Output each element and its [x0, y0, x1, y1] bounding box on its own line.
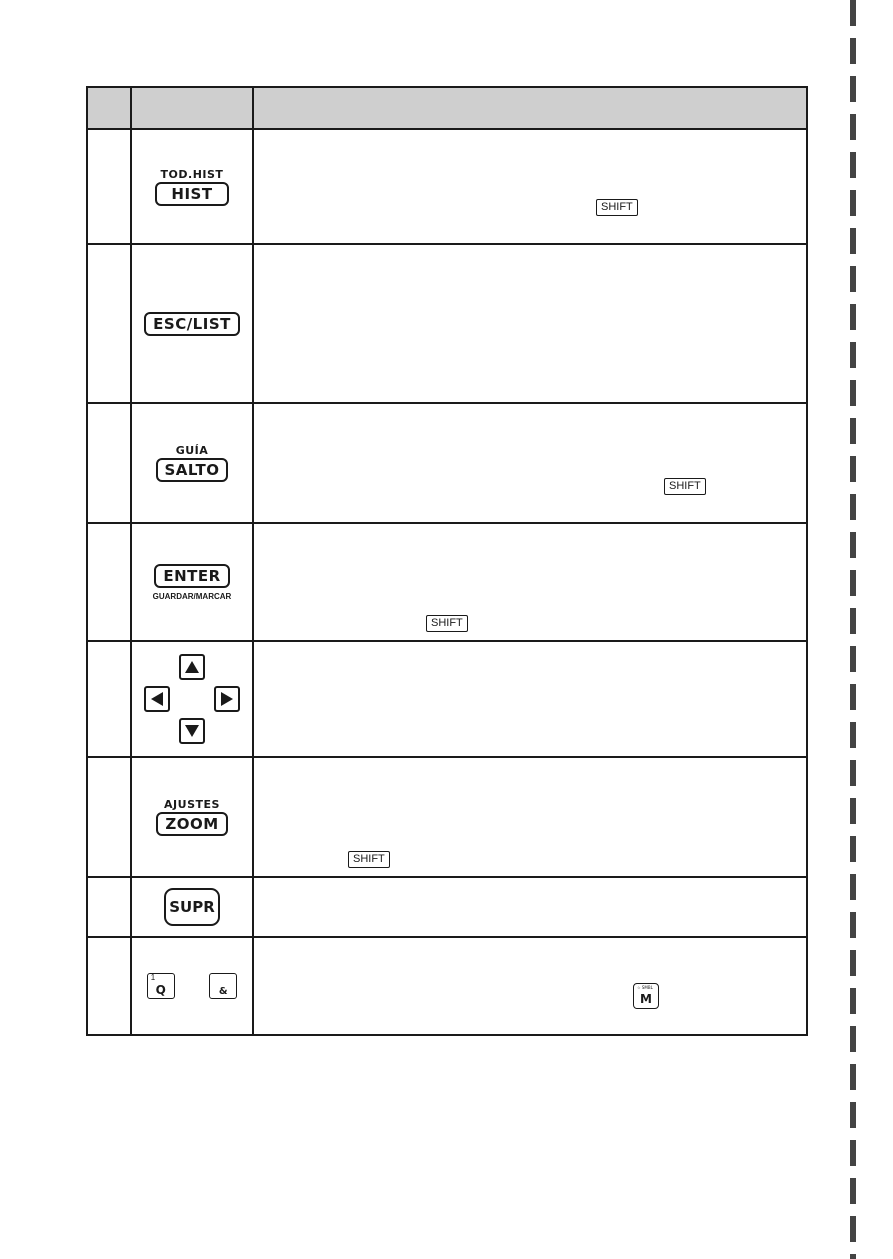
salto-key: SALTO — [156, 458, 229, 482]
shift-key-icon: SHIFT — [664, 478, 706, 495]
cut-line-dash — [850, 152, 856, 178]
row-number-cell — [87, 641, 131, 757]
key-cell-arrows — [131, 641, 253, 757]
cut-line-dash — [850, 532, 856, 558]
cut-line-dash — [850, 114, 856, 140]
cut-line-dash — [850, 456, 856, 482]
cut-line-dash — [850, 190, 856, 216]
header-cell-number — [87, 87, 131, 129]
cut-line-dash — [850, 1140, 856, 1166]
hist-key: HIST — [155, 182, 228, 206]
table-row — [87, 129, 807, 244]
table-header-row — [87, 87, 807, 129]
cut-line-dash — [850, 988, 856, 1014]
description-cell — [253, 403, 807, 523]
q-key — [147, 973, 175, 999]
key-cell-zoom — [131, 757, 253, 877]
key-cell-enter — [131, 523, 253, 641]
table-row — [87, 877, 807, 937]
cut-line-dash — [850, 760, 856, 786]
table-row — [87, 244, 807, 403]
row-number-cell — [87, 523, 131, 641]
row-number-cell — [87, 757, 131, 877]
shift-key-icon: SHIFT — [426, 615, 468, 632]
description-cell — [253, 937, 807, 1035]
cut-line-dash — [850, 1216, 856, 1242]
row-number-cell — [87, 129, 131, 244]
header-cell-key — [131, 87, 253, 129]
arrow-keys — [144, 654, 240, 744]
cut-line-dash — [850, 1178, 856, 1204]
cut-line-dash — [850, 874, 856, 900]
row-number-cell — [87, 877, 131, 937]
cut-line-dash — [850, 38, 856, 64]
cut-line-dash — [850, 342, 856, 368]
cut-line-dash — [850, 1102, 856, 1128]
description-cell — [253, 129, 807, 244]
cut-line-dash — [850, 950, 856, 976]
cut-line-dash — [850, 494, 856, 520]
cut-line-dash — [850, 418, 856, 444]
cut-line-dash — [850, 304, 856, 330]
arrow-right-icon — [214, 686, 240, 712]
header-cell-description — [253, 87, 807, 129]
supr-key: SUPR — [164, 888, 220, 926]
table-row — [87, 641, 807, 757]
cut-line-dash — [850, 684, 856, 710]
cut-line-dash — [850, 228, 856, 254]
key-label-tod-hist: TOD.HIST — [160, 167, 224, 181]
arrow-up-icon — [179, 654, 205, 680]
arrow-left-icon — [144, 686, 170, 712]
m-key-letter: M — [640, 992, 652, 1006]
cut-line-dash — [850, 1026, 856, 1052]
row-number-cell — [87, 244, 131, 403]
key-cell-hist — [131, 129, 253, 244]
esc-list-key: ESC/LIST — [144, 312, 240, 336]
key-label-guardar-marcar: GUARDAR/MARCAR — [152, 591, 232, 601]
zoom-key: ZOOM — [156, 812, 227, 836]
description-cell — [253, 877, 807, 937]
cut-line-dash — [850, 1064, 856, 1090]
key-label-ajustes: AJUSTES — [164, 798, 220, 811]
cut-line-dash — [850, 0, 856, 26]
key-cell-supr — [131, 877, 253, 937]
ampersand-key — [209, 973, 237, 999]
description-cell — [253, 641, 807, 757]
key-cell-salto — [131, 403, 253, 523]
row-number-cell — [87, 403, 131, 523]
cut-line — [850, 0, 856, 1259]
cut-line-dash — [850, 1254, 856, 1259]
cut-line-dash — [850, 570, 856, 596]
enter-key: ENTER — [154, 564, 229, 588]
description-cell — [253, 757, 807, 877]
m-key-symbol-label: ☆ SMBL — [637, 985, 653, 990]
q-key-number: 1 — [150, 973, 156, 982]
row-number-cell — [87, 937, 131, 1035]
cut-line-dash — [850, 798, 856, 824]
ampersand-key-symbol: & — [218, 986, 228, 997]
q-key-letter: Q — [155, 983, 166, 997]
key-cell-esc — [131, 244, 253, 403]
m-key-icon — [633, 983, 659, 1009]
key-cell-letters — [131, 937, 253, 1035]
cut-line-dash — [850, 76, 856, 102]
cut-line-dash — [850, 266, 856, 292]
shift-key-icon: SHIFT — [596, 199, 638, 216]
table-row — [87, 937, 807, 1035]
arrow-down-icon — [179, 718, 205, 744]
cut-line-dash — [850, 380, 856, 406]
key-label-guia: GUÍA — [175, 444, 209, 457]
cut-line-dash — [850, 836, 856, 862]
table-row — [87, 757, 807, 877]
table-row — [87, 403, 807, 523]
cut-line-dash — [850, 646, 856, 672]
table-row — [87, 523, 807, 641]
cut-line-dash — [850, 912, 856, 938]
key-function-table — [86, 86, 808, 1036]
cut-line-dash — [850, 722, 856, 748]
description-cell — [253, 523, 807, 641]
cut-line-dash — [850, 608, 856, 634]
shift-key-icon: SHIFT — [348, 851, 390, 868]
description-cell — [253, 244, 807, 403]
